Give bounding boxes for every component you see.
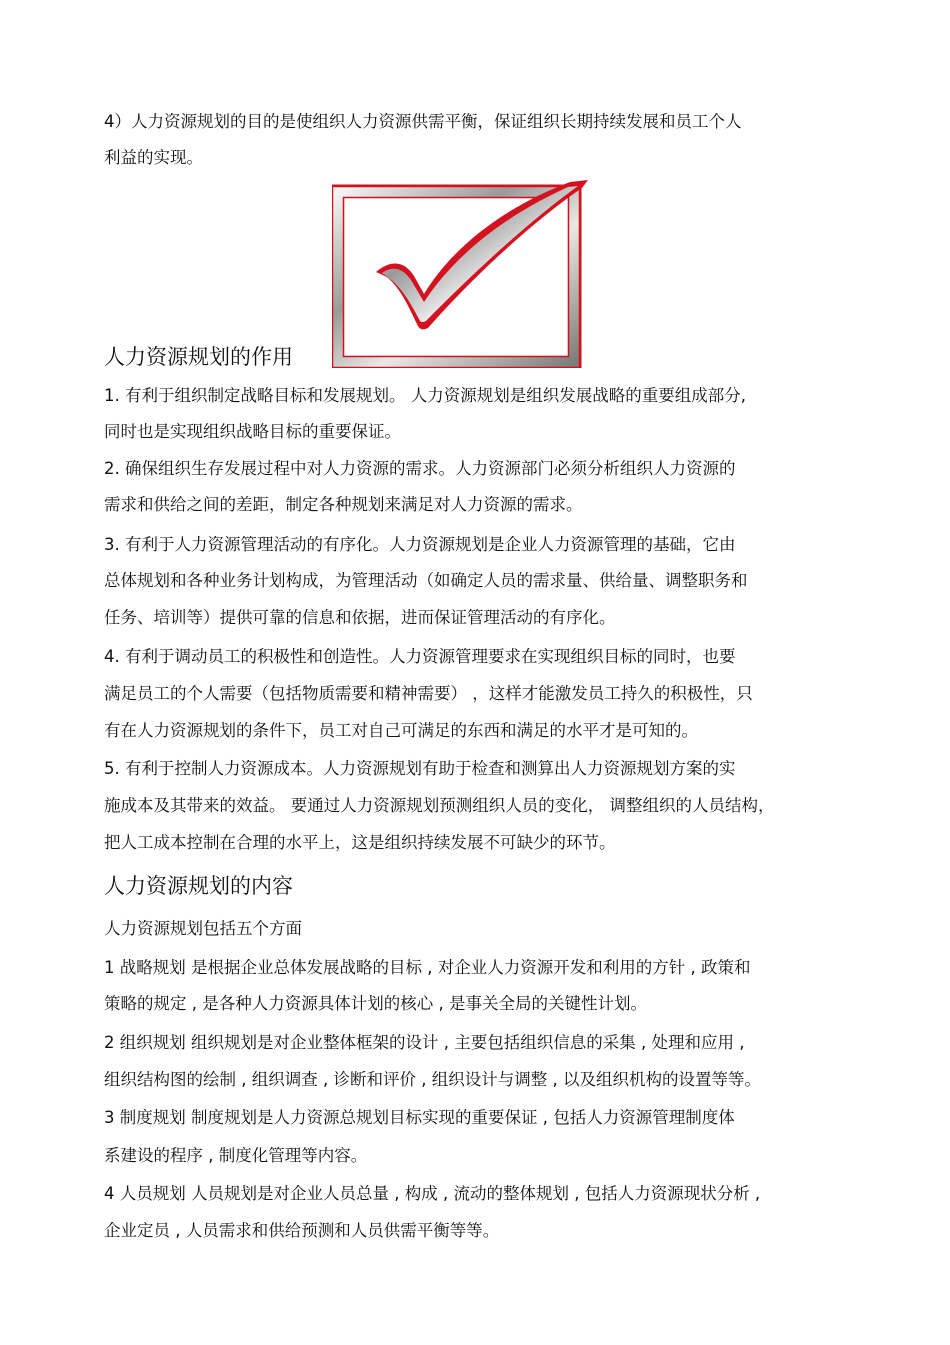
role-line: 满足员工的个人需要（包括物质需要和精神需要） ，这样才能激发员工持久的积极性，只 xyxy=(104,684,753,703)
role-line: 总体规划和各种业务计划构成，为管理活动（如确定人员的需求量、供给量、调整职务和 xyxy=(104,571,748,590)
content-line: 4 人员规划 人员规划是对企业人员总量 , 构成 , 流动的整体规划 , 包括人力资源现状分析 , xyxy=(104,1184,761,1203)
role-line: 把人工成本控制在合理的水平上，这是组织持续发展不可缺少的环节。 xyxy=(104,833,616,852)
role-line: 4. 有利于调动员工的积极性和创造性。人力资源管理要求在实现组织目标的同时，也要 xyxy=(104,647,736,666)
section-heading-role: 人力资源规划的作用 xyxy=(104,345,293,369)
role-line: 施成本及其带来的效益。 要通过人力资源规划预测组织人员的变化， 调整组织的人员结构， xyxy=(104,796,775,815)
role-line: 有在人力资源规划的条件下，员工对自己可满足的东西和满足的水平才是可知的。 xyxy=(104,721,698,740)
role-line: 3. 有利于人力资源管理活动的有序化。人力资源规划是企业人力资源管理的基础，它由 xyxy=(104,535,736,554)
content-line: 策略的规定 , 是各种人力资源具体计划的核心 , 是事关全局的关键性计划。 xyxy=(104,994,647,1013)
content-line: 1 战略规划 是根据企业总体发展战略的目标 , 对企业人力资源开发和利用的方针 , 政策和 xyxy=(104,958,751,977)
checkmark-icon xyxy=(332,178,590,368)
content-line: 企业定员 , 人员需求和供给预测和人员供需平衡等等。 xyxy=(104,1221,500,1240)
intro-line-2: 利益的实现。 xyxy=(104,148,203,167)
role-line: 任务、培训等）提供可靠的信息和依据，进而保证管理活动的有序化。 xyxy=(104,608,616,627)
content-line: 组织结构图的绘制 , 组织调查 , 诊断和评价 , 组织设计与调整 , 以及组织机构的设置等等。 xyxy=(104,1070,761,1089)
content-line: 2 组织规划 组织规划是对企业整体框架的设计 , 主要包括组织信息的采集 , 处理和应用 , xyxy=(104,1033,745,1052)
role-line: 1. 有利于组织制定战略目标和发展规划。 人力资源规划是组织发展战略的重要组成部分, xyxy=(104,386,746,405)
content-subheading: 人力资源规划包括五个方面 xyxy=(104,919,302,938)
intro-line-1: 4）人力资源规划的目的是使组织人力资源供需平衡，保证组织长期持续发展和员工个人 xyxy=(104,112,742,131)
role-line: 需求和供给之间的差距，制定各种规划来满足对人力资源的需求。 xyxy=(104,495,583,514)
role-line: 5. 有利于控制人力资源成本。人力资源规划有助于检查和测算出人力资源规划方案的实 xyxy=(104,759,736,778)
role-line: 同时也是实现组织战略目标的重要保证。 xyxy=(104,422,401,441)
content-line: 系建设的程序 , 制度化管理等内容。 xyxy=(104,1146,368,1165)
content-line: 3 制度规划 制度规划是人力资源总规划目标实现的重要保证 , 包括人力资源管理制度体 xyxy=(104,1108,735,1127)
role-line: 2. 确保组织生存发展过程中对人力资源的需求。人力资源部门必须分析组织人力资源的 xyxy=(104,459,736,478)
section-heading-content: 人力资源规划的内容 xyxy=(104,874,293,898)
